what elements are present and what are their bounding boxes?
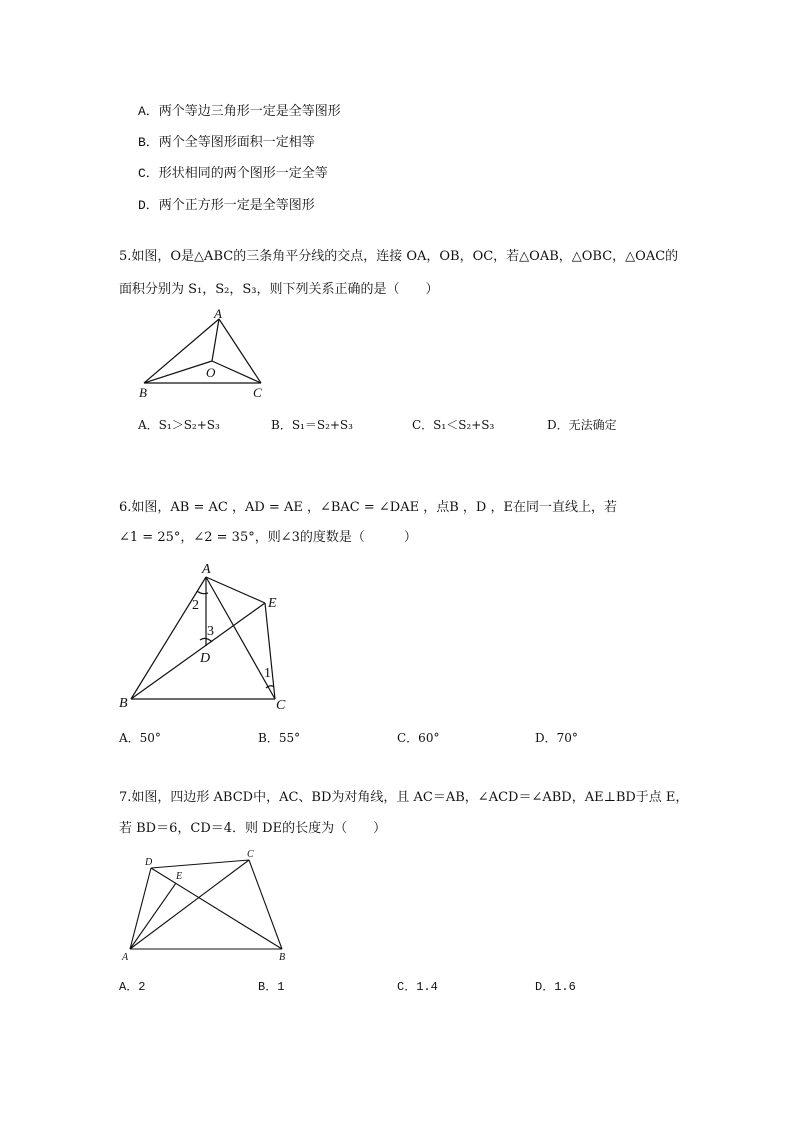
q4-option-d: D．两个正方形一定是全等图形 <box>138 198 315 213</box>
q7-option-b: B．1 <box>258 980 285 994</box>
q6-option-a: A．50° <box>119 731 161 745</box>
q7-stem-line2: 若 BD＝6，CD＝4．则 DE的长度为（ ） <box>119 821 387 836</box>
q6-option-c: C．60° <box>397 731 440 745</box>
q5-label-c: C <box>253 385 262 400</box>
q6-label-c: C <box>276 698 286 713</box>
q5-option-d: D．无法确定 <box>547 418 617 432</box>
q4-option-a: A．两个等边三角形一定是全等图形 <box>138 104 341 119</box>
q6-stem-line1: 6.如图，AB = AC ，AD = AE ，∠BAC = ∠DAE ，点B ，D ，E在同一直线上，若 <box>119 500 617 515</box>
q4-option-b: B．两个全等图形面积一定相等 <box>138 135 315 150</box>
q6-label-a: A <box>202 562 211 577</box>
q4-option-c: C．形状相同的两个图形一定全等 <box>138 166 328 181</box>
q7-seg-ac <box>130 860 249 949</box>
q7-label-e: E <box>176 871 183 882</box>
q7-option-a: A．2 <box>119 980 146 994</box>
q5-label-b: B <box>139 385 147 400</box>
q5-label-o: O <box>206 365 216 380</box>
q6-label-angle-2: 2 <box>192 598 199 613</box>
q7-seg-bd <box>151 868 282 949</box>
q6-label-d: D <box>200 651 211 666</box>
q5-stem-line2: 面积分别为 S₁，S₂，S₃，则下列关系正确的是（ ） <box>119 282 439 297</box>
q7-seg-ae <box>130 883 176 949</box>
q6-label-b: B <box>119 696 128 711</box>
q6-option-d: D．70° <box>535 731 578 745</box>
q5-option-b: B．S₁＝S₂+S₃ <box>271 418 353 432</box>
q6-label-angle-1: 1 <box>264 666 271 681</box>
q7-label-d: D <box>145 857 153 868</box>
q5-option-a: A．S₁＞S₂+S₃ <box>138 418 220 432</box>
q7-label-a: A <box>122 952 129 963</box>
q5-stem-line1: 5.如图，O是△ABC的三条角平分线的交点，连接 OA，OB，OC，若△OAB，△OBC，△OAC的 <box>119 249 679 264</box>
q5-option-c: C．S₁＜S₂+S₃ <box>412 418 495 432</box>
q6-label-e: E <box>268 596 277 611</box>
q7-label-b: B <box>279 952 286 963</box>
q6-stem-line2: ∠1 = 25°，∠2 = 35°，则∠3的度数是（ ） <box>119 530 417 545</box>
q7-option-d: D．1.6 <box>535 980 576 994</box>
q7-option-c: C．1.4 <box>397 980 438 994</box>
q7-stem-line1: 7.如图，四边形 ABCD中，AC、BD为对角线，且 AC＝AB，∠ACD＝∠ABD，AE⊥BD于点 E， <box>119 790 689 805</box>
q7-label-c: C <box>247 849 254 860</box>
q7-seg-cd <box>151 860 249 868</box>
q5-label-a: A <box>214 306 222 321</box>
q6-label-angle-3: 3 <box>207 624 214 639</box>
q7-seg-bc <box>249 860 282 949</box>
q7-seg-da <box>130 868 151 949</box>
q6-option-b: B．55° <box>258 731 301 745</box>
